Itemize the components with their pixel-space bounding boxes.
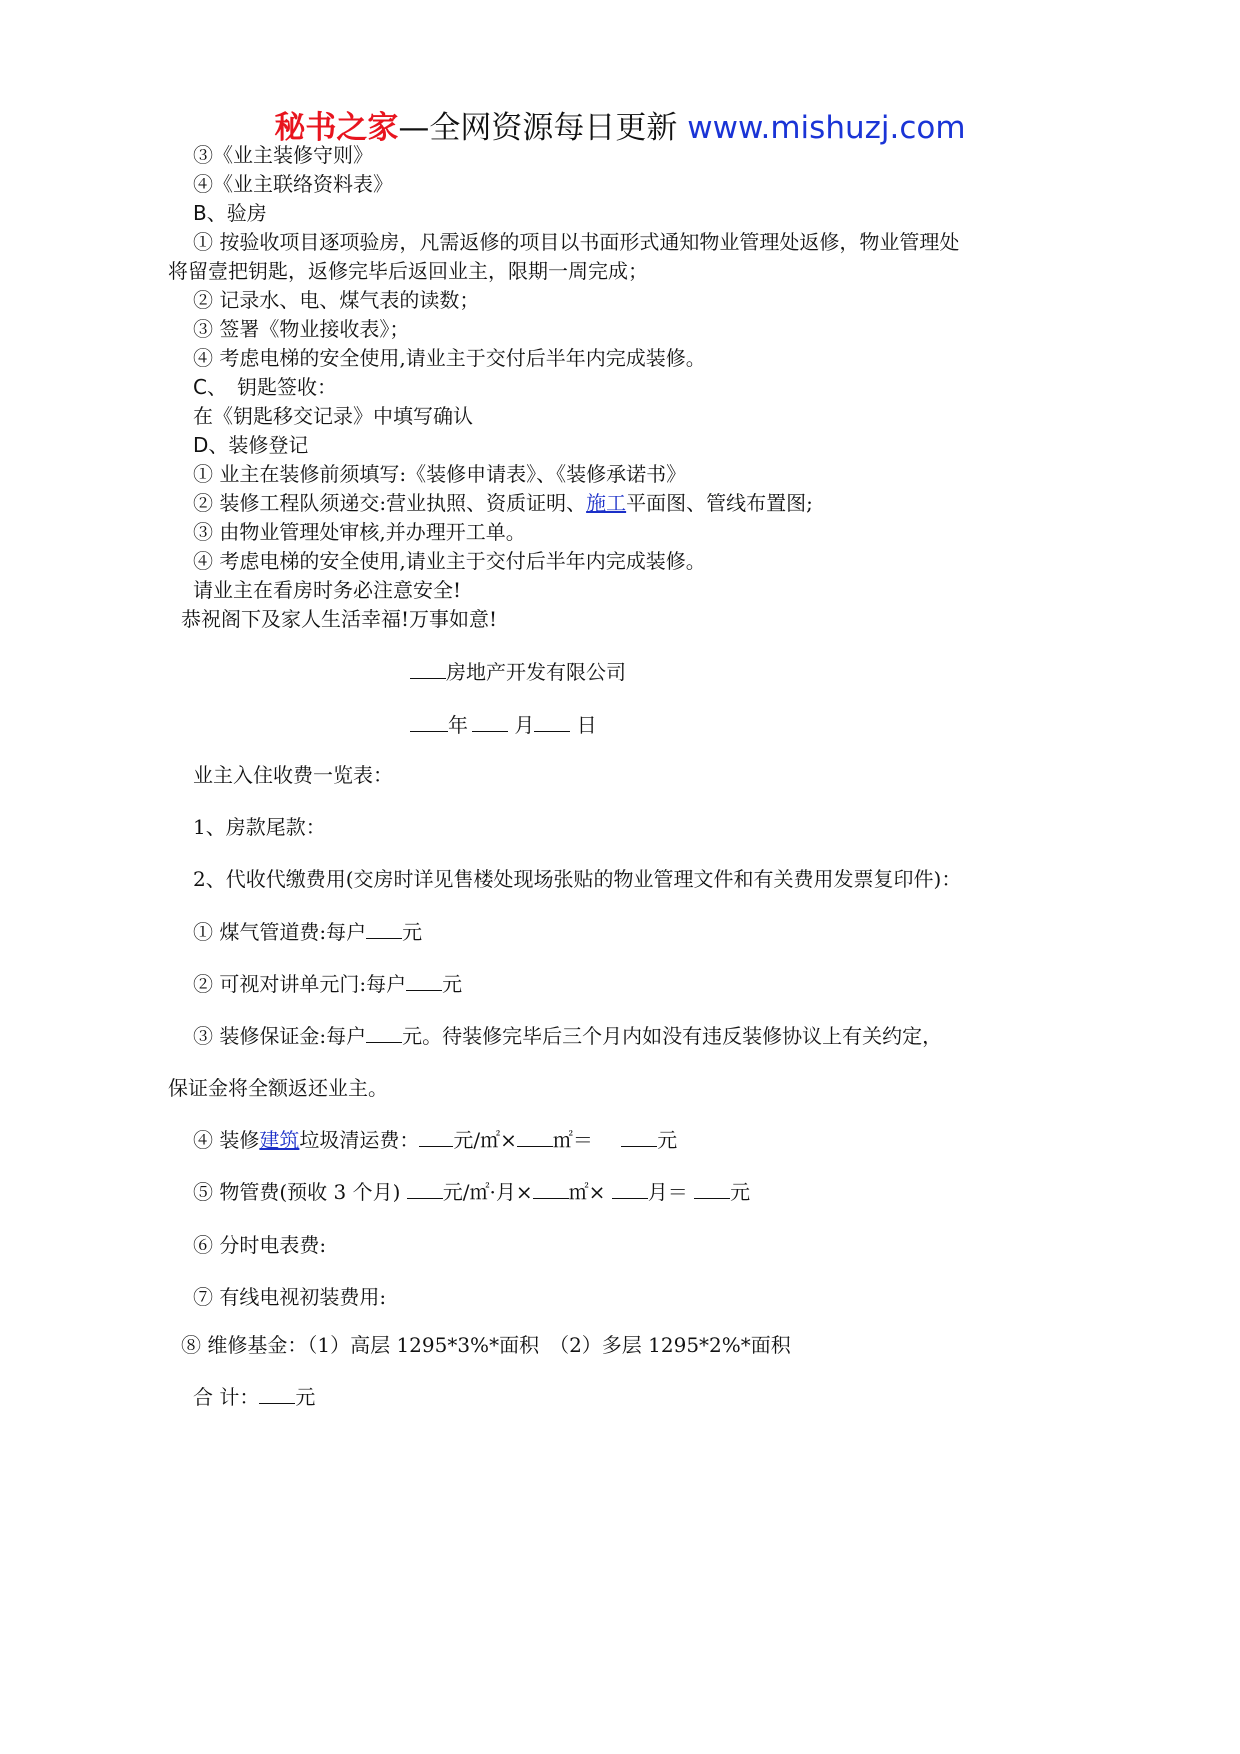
- text-segment: ② 装修工程队须递交:营业执照、资质证明、: [193, 491, 587, 515]
- text-line: ④ 考虑电梯的安全使用,请业主于交付后半年内完成装修。: [193, 549, 706, 573]
- text-line: ② 记录水、电、煤气表的读数；: [193, 288, 480, 312]
- fee-item: [193, 972, 462, 996]
- text-line: ① 业主在装修前须填写:《装修申请表》、《装修承诺书》: [193, 462, 687, 486]
- text-line: ③ 签署《物业接收表》；: [193, 317, 410, 341]
- text-line: [193, 491, 813, 515]
- fee-item: ⑧ 维修基金：（1）高层 1295*3%*面积 （2）多层 1295*2%*面积: [181, 1333, 791, 1357]
- text-segment: 平面图、管线布置图;: [626, 491, 813, 515]
- text-line: ① 按验收项目逐项验房，凡需返修的项目以书面形式通知物业管理处返修，物业管理处: [193, 230, 960, 254]
- fee-label: ⑤ 物管费(预收 3 个月): [193, 1180, 401, 1204]
- fee-item: [193, 1128, 677, 1152]
- text-line: 将留壹把钥匙，返修完毕后返回业主，限期一周完成；: [168, 259, 648, 283]
- date-signature: [410, 713, 597, 737]
- fee-unit: 月＝: [647, 1180, 688, 1204]
- fee-total: [193, 1385, 315, 1409]
- blank-field: [259, 1385, 295, 1404]
- text-line: 在《钥匙移交记录》中填写确认: [193, 404, 473, 428]
- fee-item: [193, 1024, 942, 1048]
- month-label: 月: [514, 713, 535, 737]
- company-name: 房地产开发有限公司: [446, 660, 626, 684]
- text-line: ③ 由物业管理处审核,并办理开工单。: [193, 520, 526, 544]
- fee-text: 元。待装修完毕后三个月内如没有违反装修协议上有关约定，: [402, 1024, 943, 1048]
- total-label: 合 计：: [193, 1385, 260, 1409]
- fee-item: 2、代收代缴费用(交房时详见售楼处现场张贴的物业管理文件和有关费用发票复印件)：: [193, 867, 962, 891]
- blank-field: [694, 1180, 730, 1199]
- fee-label: ③ 装修保证金:每户: [193, 1024, 367, 1048]
- building-link[interactable]: 建筑: [259, 1128, 300, 1152]
- fee-item: [193, 920, 422, 944]
- blank-field: [366, 920, 402, 939]
- blank-field: [612, 1180, 648, 1199]
- blank-field: [406, 972, 442, 991]
- blank-field: [621, 1128, 657, 1147]
- blank-field: [533, 1180, 569, 1199]
- fee-unit: 元: [657, 1128, 678, 1152]
- text-line: 恭祝阁下及家人生活幸福!万事如意!: [181, 607, 498, 631]
- fee-unit: ㎡×: [568, 1180, 606, 1204]
- construction-link[interactable]: 施工: [586, 491, 627, 515]
- header-tagline: 全网资源每日更新: [429, 110, 678, 146]
- fee-unit: 元/㎡×: [453, 1128, 517, 1152]
- fee-unit: 元: [295, 1385, 316, 1409]
- section-d-heading: D、装修登记: [193, 433, 309, 457]
- blank-field: [366, 1024, 402, 1043]
- text-line: 请业主在看房时务必注意安全!: [193, 578, 462, 602]
- text-line: ③《业主装修守则》: [193, 143, 373, 167]
- fee-label: 垃圾清运费：: [299, 1128, 420, 1152]
- fee-unit: 元: [730, 1180, 751, 1204]
- fee-item: [193, 1180, 750, 1204]
- blank-field: [517, 1128, 553, 1147]
- blank-field: [419, 1128, 453, 1147]
- fee-item: ⑥ 分时电表费:: [193, 1233, 327, 1257]
- blank-field: [410, 660, 446, 679]
- header-dash: —: [398, 110, 430, 146]
- year-label: 年: [448, 713, 468, 737]
- header-url[interactable]: www.mishuzj.com: [687, 110, 966, 146]
- fee-item: 1、房款尾款：: [193, 815, 326, 839]
- fee-label: ④ 装修: [193, 1128, 260, 1152]
- text-line: ④《业主联络资料表》: [193, 172, 393, 196]
- section-c-heading: C、 钥匙签收：: [193, 375, 337, 399]
- blank-field: [407, 1180, 443, 1199]
- fee-unit: 元/㎡·月×: [442, 1180, 533, 1204]
- fee-label: ② 可视对讲单元门:每户: [193, 972, 407, 996]
- company-signature: [410, 660, 626, 684]
- fee-item: 保证金将全额返还业主。: [168, 1076, 388, 1100]
- site-header: [0, 102, 1240, 147]
- day-label: 日: [576, 713, 597, 737]
- fee-item: ⑦ 有线电视初装费用:: [193, 1285, 387, 1309]
- fee-unit: 元: [402, 920, 423, 944]
- blank-field: [472, 713, 508, 732]
- blank-field: [534, 713, 570, 732]
- fee-label: ① 煤气管道费:每户: [193, 920, 367, 944]
- brand-name: 秘书之家: [274, 110, 399, 146]
- fee-unit: 元: [442, 972, 463, 996]
- text-line: ④ 考虑电梯的安全使用,请业主于交付后半年内完成装修。: [193, 346, 706, 370]
- fee-unit: ㎡＝: [552, 1128, 593, 1152]
- blank-field: [410, 713, 448, 732]
- section-b-heading: B、验房: [193, 201, 267, 225]
- fee-table-title: 业主入住收费一览表：: [193, 763, 393, 787]
